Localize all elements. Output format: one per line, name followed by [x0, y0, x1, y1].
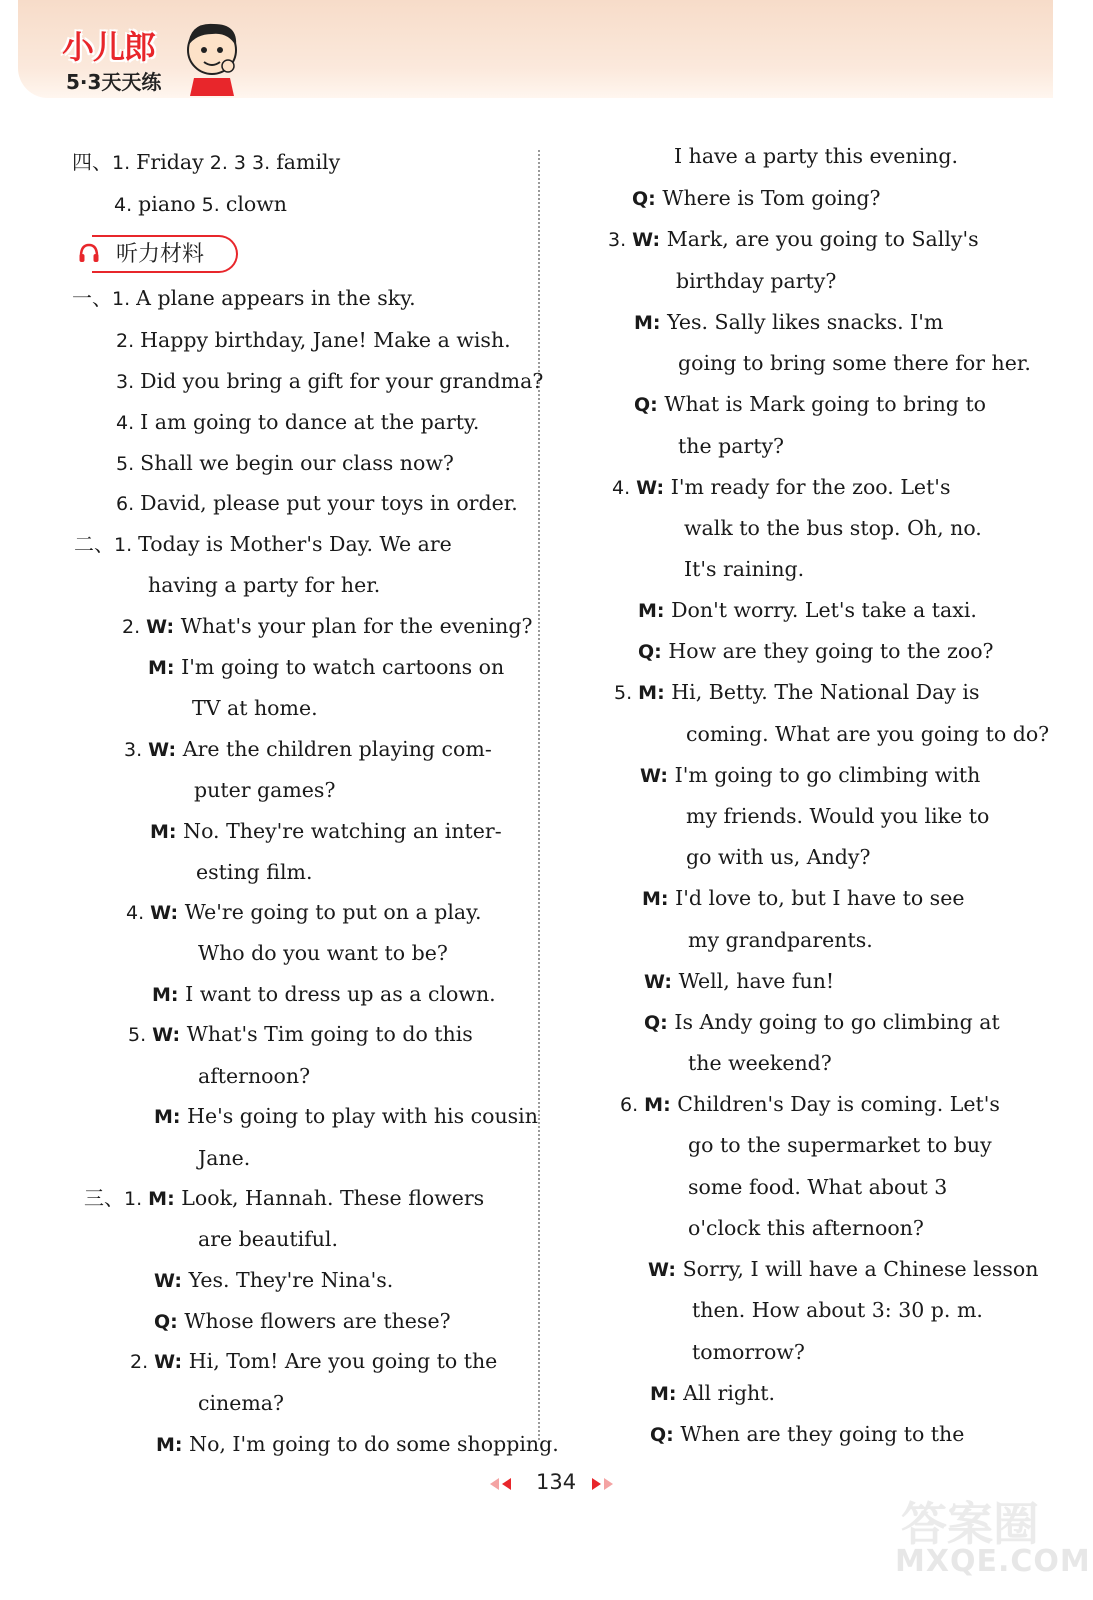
- page-footer: [470, 1468, 650, 1500]
- item-number: 5.: [195, 194, 226, 216]
- text-line: [74, 530, 452, 559]
- line-text: We're going to put on a play.: [184, 900, 482, 924]
- item-number: 3.: [608, 229, 633, 251]
- text-line: [692, 1338, 805, 1366]
- listening-material-label: [78, 235, 238, 271]
- text-line: [634, 390, 986, 419]
- watermark-cn: 答案圈: [901, 1497, 1039, 1551]
- speaker-label: M:: [638, 682, 672, 704]
- text-line: [650, 1420, 964, 1449]
- speaker-label: M:: [634, 312, 668, 334]
- item-number: 5.: [128, 1024, 153, 1046]
- item-number: 1.: [124, 1188, 149, 1210]
- line-text: going to bring some there for her.: [678, 351, 1031, 375]
- text-line: [154, 1102, 538, 1131]
- text-line: [196, 858, 312, 886]
- headphones-icon: [78, 242, 100, 264]
- line-text: All right.: [683, 1381, 775, 1405]
- line-text: What's your plan for the evening?: [180, 614, 533, 638]
- text-line: [638, 637, 994, 666]
- item-number: 5.: [614, 682, 639, 704]
- item-number: 5.: [116, 453, 141, 475]
- text-line: [644, 1008, 1000, 1037]
- speaker-label: M:: [148, 657, 182, 679]
- line-text: tomorrow?: [692, 1340, 805, 1364]
- section-marker: 二、: [74, 532, 114, 556]
- speaker-label: W:: [648, 1259, 683, 1281]
- text-line: [620, 1090, 1000, 1119]
- line-text: I'm going to go climbing with: [674, 763, 981, 787]
- text-line: [72, 284, 416, 313]
- text-line: [634, 308, 943, 337]
- section-marker: 一、: [72, 286, 112, 310]
- speaker-label: M:: [152, 984, 186, 1006]
- text-line: [640, 761, 980, 790]
- line-text: TV at home.: [192, 696, 318, 720]
- item-number: 6.: [620, 1094, 645, 1116]
- line-text: A plane appears in the sky.: [136, 286, 416, 310]
- line-text: When are they going to the: [680, 1422, 965, 1446]
- text-line: [116, 367, 543, 396]
- text-line: [156, 1430, 559, 1459]
- text-line: [608, 225, 979, 254]
- line-text: family: [276, 150, 341, 174]
- text-line: [124, 735, 492, 764]
- line-text: clown: [225, 192, 287, 216]
- line-text: It's raining.: [684, 557, 805, 581]
- line-text: Today is Mother's Day. We are: [138, 532, 452, 556]
- text-line: [84, 1184, 484, 1213]
- line-text: go with us, Andy?: [686, 845, 871, 869]
- text-line: [126, 898, 482, 927]
- line-text: birthday party?: [676, 269, 837, 293]
- text-line: [72, 148, 340, 177]
- line-text: then. How about 3: 30 p. m.: [692, 1298, 983, 1322]
- brand-name: 小儿郎: [62, 28, 156, 66]
- text-line: [650, 1379, 775, 1408]
- line-text: Is Andy going to go climbing at: [674, 1010, 1000, 1034]
- line-text: puter games?: [194, 778, 336, 802]
- item-number: 2.: [122, 616, 147, 638]
- item-number: 1.: [114, 534, 139, 556]
- speaker-label: M:: [156, 1434, 190, 1456]
- text-line: [688, 926, 873, 954]
- item-number: 1.: [112, 152, 137, 174]
- speaker-label: W:: [154, 1351, 189, 1373]
- text-line: [688, 1131, 992, 1159]
- text-line: [154, 1307, 451, 1336]
- item-number: 3.: [116, 371, 141, 393]
- line-text: Friday: [136, 150, 204, 174]
- text-line: [686, 843, 871, 871]
- line-text: David, please put your toys in order.: [140, 491, 518, 515]
- text-line: [198, 939, 448, 967]
- line-text: I'd love to, but I have to see: [675, 886, 965, 910]
- speaker-label: W:: [640, 765, 675, 787]
- series-name: 5·3天天练: [66, 70, 162, 94]
- line-text: afternoon?: [198, 1064, 311, 1088]
- text-line: [678, 432, 784, 460]
- text-line: [648, 1255, 1038, 1284]
- line-text: cinema?: [198, 1391, 285, 1415]
- speaker-label: Q:: [634, 394, 665, 416]
- line-text: having a party for her.: [148, 573, 381, 597]
- text-line: [198, 1144, 250, 1172]
- line-text: I am going to dance at the party.: [140, 410, 480, 434]
- text-line: [150, 817, 502, 846]
- speaker-label: W:: [146, 616, 181, 638]
- watermark-url: MXQE.COM: [895, 1544, 1091, 1579]
- text-line: [116, 489, 518, 518]
- text-line: [684, 555, 804, 583]
- next-arrow-icon: [592, 1478, 601, 1490]
- text-line: [128, 1020, 473, 1049]
- text-line: [148, 571, 380, 599]
- text-line: [614, 678, 979, 707]
- line-text: What is Mark going to bring to: [664, 392, 987, 416]
- text-line: [688, 1214, 924, 1242]
- text-line: [198, 1062, 310, 1090]
- page-number: 134: [536, 1470, 577, 1494]
- line-text: Where is Tom going?: [662, 186, 881, 210]
- line-text: Look, Hannah. These flowers: [181, 1186, 485, 1210]
- line-text: I want to dress up as a clown.: [185, 982, 496, 1006]
- text-line: [676, 267, 836, 295]
- text-line: [612, 473, 950, 502]
- item-number: 6.: [116, 493, 141, 515]
- mascot-boy-icon: [176, 16, 246, 96]
- watermark: [895, 1488, 1091, 1588]
- line-text: Mark, are you going to Sally's: [666, 227, 979, 251]
- text-line: [130, 1347, 497, 1376]
- section-marker: 四、: [72, 150, 112, 174]
- speaker-label: W:: [636, 477, 671, 499]
- speaker-label: W:: [154, 1270, 189, 1292]
- line-text: o'clock this afternoon?: [688, 1216, 924, 1240]
- speaker-label: M:: [644, 1094, 678, 1116]
- text-line: [192, 694, 318, 722]
- line-text: Whose flowers are these?: [184, 1309, 451, 1333]
- speaker-label: W:: [148, 739, 183, 761]
- line-text: Yes. They're Nina's.: [188, 1268, 394, 1292]
- next-arrow-light-icon: [604, 1478, 613, 1490]
- item-number: 1.: [112, 288, 137, 310]
- item-number: 3.: [124, 739, 149, 761]
- speaker-label: Q:: [644, 1012, 675, 1034]
- line-text: Yes. Sally likes snacks. I'm: [667, 310, 944, 334]
- line-text: He's going to play with his cousin: [187, 1104, 538, 1128]
- text-line: [114, 190, 287, 219]
- line-text: Children's Day is coming. Let's: [677, 1092, 1000, 1116]
- text-line: [116, 408, 479, 437]
- logo: [58, 22, 248, 96]
- text-line: [688, 1049, 832, 1077]
- text-line: [642, 884, 964, 913]
- text-line: [116, 326, 511, 355]
- speaker-label: M:: [154, 1106, 188, 1128]
- speaker-label: Q:: [154, 1311, 185, 1333]
- line-text: Happy birthday, Jane! Make a wish.: [140, 328, 511, 352]
- text-line: [686, 802, 989, 830]
- speaker-label: M:: [650, 1383, 684, 1405]
- line-text: Don't worry. Let's take a taxi.: [671, 598, 977, 622]
- text-line: [688, 1173, 947, 1201]
- line-text: Jane.: [198, 1146, 251, 1170]
- text-line: [154, 1266, 393, 1295]
- text-line: [632, 184, 881, 213]
- section-title: 听力材料: [116, 242, 205, 267]
- column-divider: [538, 150, 540, 1440]
- speaker-label: M:: [150, 821, 184, 843]
- line-text: Who do you want to be?: [198, 941, 448, 965]
- text-line: [692, 1296, 983, 1324]
- text-line: [678, 349, 1031, 377]
- prev-arrow-light-icon: [490, 1478, 499, 1490]
- line-text: I'm ready for the zoo. Let's: [670, 475, 951, 499]
- text-line: [198, 1389, 284, 1417]
- line-text: the party?: [678, 434, 785, 458]
- item-number: 4.: [116, 412, 141, 434]
- line-text: Shall we begin our class now?: [140, 451, 454, 475]
- line-text: Are the children playing com-: [182, 737, 492, 761]
- item-number: 4.: [126, 902, 151, 924]
- speaker-label: M:: [642, 888, 676, 910]
- line-text: What's Tim going to do this: [186, 1022, 473, 1046]
- text-line: [644, 967, 834, 996]
- speaker-label: Q:: [638, 641, 669, 663]
- line-text: Did you bring a gift for your grandma?: [140, 369, 544, 393]
- item-number: 4.: [612, 477, 637, 499]
- text-line: [116, 449, 454, 478]
- line-text: my grandparents.: [688, 928, 873, 952]
- speaker-label: W:: [644, 971, 679, 993]
- text-line: [674, 142, 958, 170]
- item-number: 4.: [114, 194, 139, 216]
- line-text: walk to the bus stop. Oh, no.: [684, 516, 982, 540]
- speaker-label: W:: [150, 902, 185, 924]
- text-line: [686, 720, 1049, 748]
- line-text: No, I'm going to do some shopping.: [189, 1432, 559, 1456]
- speaker-label: W:: [152, 1024, 187, 1046]
- text-line: [684, 514, 982, 542]
- line-text: coming. What are you going to do?: [686, 722, 1050, 746]
- item-number: 2.: [116, 330, 141, 352]
- item-number: 2.: [130, 1351, 155, 1373]
- line-text: Hi, Tom! Are you going to the: [188, 1349, 498, 1373]
- speaker-label: M:: [638, 600, 672, 622]
- line-text: Sorry, I will have a Chinese lesson: [682, 1257, 1039, 1281]
- line-text: the weekend?: [688, 1051, 832, 1075]
- line-text: Well, have fun!: [678, 969, 835, 993]
- line-text: esting film.: [196, 860, 313, 884]
- section-marker: 三、: [84, 1186, 124, 1210]
- text-line: [194, 776, 335, 804]
- text-line: [638, 596, 977, 625]
- speaker-label: M:: [148, 1188, 182, 1210]
- text-line: [198, 1225, 338, 1253]
- line-text: Hi, Betty. The National Day is: [671, 680, 980, 704]
- line-text: No. They're watching an inter-: [183, 819, 502, 843]
- line-text: I have a party this evening.: [674, 144, 958, 168]
- text-line: [122, 612, 533, 641]
- line-text: How are they going to the zoo?: [668, 639, 994, 663]
- line-text: some food. What about 3: [688, 1175, 948, 1199]
- line-text: I'm going to watch cartoons on: [181, 655, 505, 679]
- speaker-label: Q:: [650, 1424, 681, 1446]
- prev-arrow-icon: [502, 1478, 511, 1490]
- text-line: [148, 653, 504, 682]
- line-text: piano: [138, 192, 196, 216]
- line-text: go to the supermarket to buy: [688, 1133, 992, 1157]
- speaker-label: W:: [632, 229, 667, 251]
- text-line: [152, 980, 496, 1009]
- item-number: 2. 3 3.: [203, 152, 277, 174]
- line-text: are beautiful.: [198, 1227, 339, 1251]
- speaker-label: Q:: [632, 188, 663, 210]
- line-text: my friends. Would you like to: [686, 804, 990, 828]
